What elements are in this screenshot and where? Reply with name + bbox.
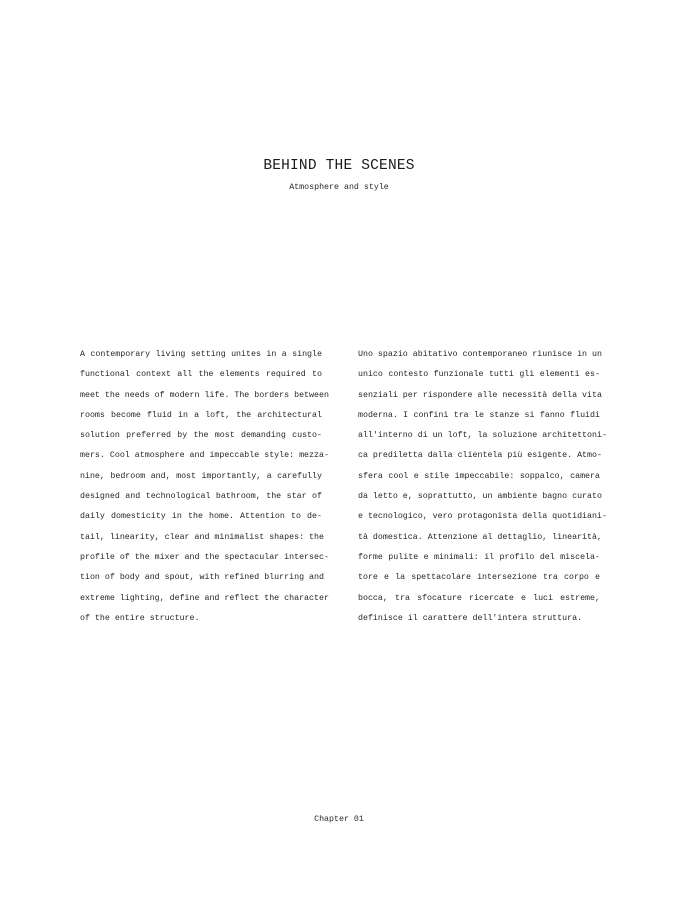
text-line: e tecnologico, vero protagonista della quotidiani- [358, 512, 607, 522]
text-line: da letto e, soprattutto, un ambiente bagno curato [358, 492, 602, 502]
text-line: extreme lighting, define and reflect the character [80, 593, 329, 603]
text-line: designed and technological bathroom, the star of [80, 492, 322, 502]
text-line: daily domesticity in the home. Attention to de- [80, 512, 322, 522]
text-line: unico contesto funzionale tutti gli elementi es- [358, 370, 600, 380]
text-line: ca prediletta dalla clientela più esigente. Atmo- [358, 451, 602, 461]
chapter-footer: Chapter 01 [314, 815, 364, 824]
italian-text-column [358, 345, 607, 629]
text-line: meet the needs of modern life. The borders between [80, 390, 329, 400]
text-line: rooms become fluid in a loft, the architectural [80, 410, 322, 420]
page-subtitle: Atmosphere and style [289, 183, 389, 192]
text-line: tà domestica. Attenzione al dettaglio, linearità, [358, 532, 602, 542]
text-line: nine, bedroom and, most importantly, a carefully [80, 471, 322, 481]
text-line: bocca, tra sfocature ricercate e luci estreme, [358, 593, 600, 603]
text-line: functional context all the elements required to [80, 370, 322, 380]
text-line: of the entire structure. [80, 613, 200, 623]
text-line: tore e la spettacolare intersezione tra corpo e [358, 573, 600, 583]
text-line: sfera cool e stile impeccabile: soppalco, camera [358, 471, 600, 481]
text-line: senziali per rispondere alle necessità della vita [358, 390, 602, 400]
text-line: all'interno di un loft, la soluzione architettoni- [358, 431, 607, 441]
text-line: tion of body and spout, with refined blurring and [80, 573, 324, 583]
page-title: BEHIND THE SCENES [263, 158, 415, 174]
text-line: solution preferred by the most demanding custo- [80, 431, 322, 441]
text-line: tail, linearity, clear and minimalist shapes: the [80, 532, 324, 542]
text-line: moderna. I confini tra le stanze si fanno fluidi [358, 410, 600, 420]
text-line: profile of the mixer and the spectacular intersec- [80, 552, 329, 562]
text-line: Uno spazio abitativo contemporaneo riunisce in un [358, 350, 602, 359]
text-line: A contemporary living setting unites in a single [80, 350, 322, 359]
text-line: definisce il carattere dell'intera struttura. [358, 613, 583, 623]
text-line: forme pulite e minimali: il profilo del miscela- [358, 552, 600, 562]
text-line: mers. Cool atmosphere and impeccable style: mezza- [80, 451, 329, 461]
english-text-column [80, 345, 329, 629]
